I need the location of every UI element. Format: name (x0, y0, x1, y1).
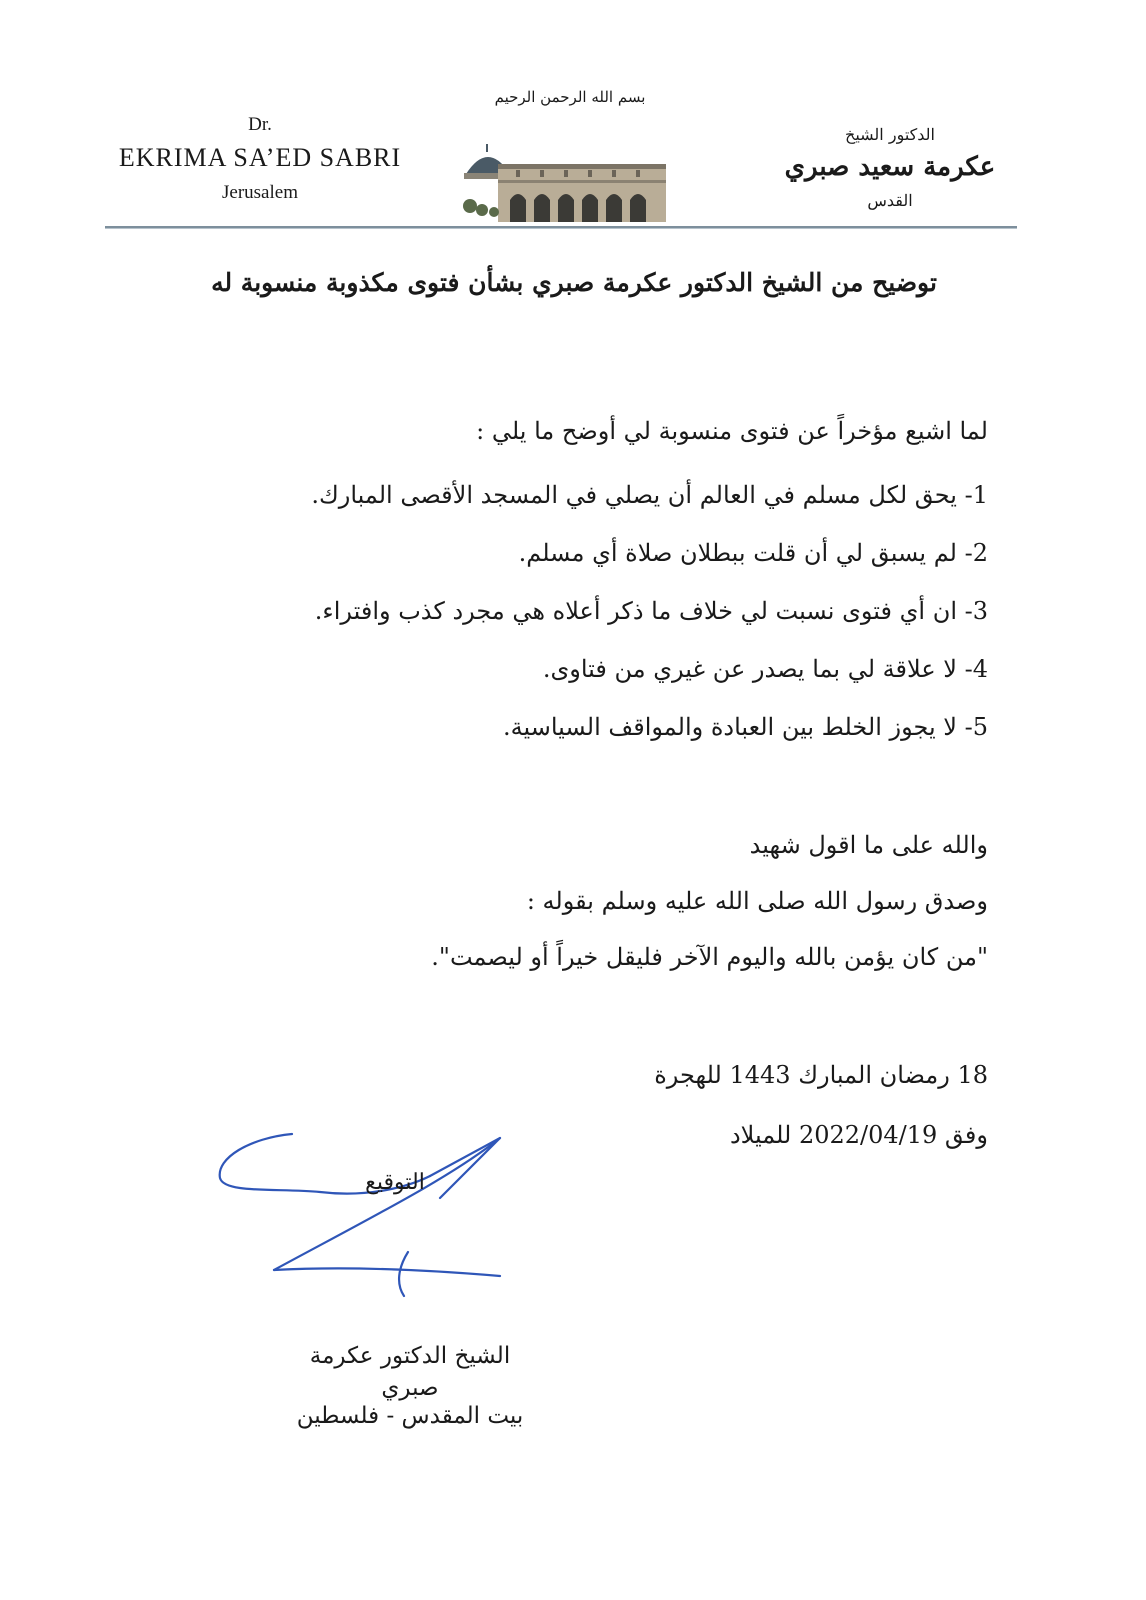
mosque-illustration (458, 140, 668, 222)
letterhead-divider (105, 226, 1017, 229)
list-item: 2- لم يسبق لي أن قلت ببطلان صلاة أي مسلم. (518, 539, 988, 567)
signer-place: بيت المقدس - فلسطين (296, 1403, 524, 1429)
handwritten-signature (210, 1128, 520, 1308)
list-item: 3- ان أي فتوى نسبت لي خلاف ما ذكر أعلاه هي مجرد كذب وافتراء. (314, 597, 988, 625)
document-title: توضيح من الشيخ الدكتور عكرمة صبري بشأن فتوى مكذوبة منسوبة له (211, 268, 937, 297)
arabic-name: عكرمة سعيد صبري (784, 152, 996, 182)
closing-line: والله على ما اقول شهيد (749, 831, 988, 859)
hadith-quote: "من كان يؤمن بالله واليوم الآخر فليقل خيراً أو ليصمت". (431, 943, 988, 971)
list-item: 1- يحق لكل مسلم في العالم أن يصلي في المسجد الأقصى المبارك. (311, 481, 988, 509)
letterhead-english (110, 112, 410, 208)
intro-line: لما اشيع مؤخراً عن فتوى منسوبة لي أوضح ما يلي : (476, 417, 988, 445)
signature-label: التوقيع (365, 1170, 425, 1195)
signer-name: الشيخ الدكتور عكرمة صبري (309, 1343, 511, 1401)
hijri-date: 18 رمضان المبارك 1443 للهجرة (654, 1061, 988, 1089)
english-name: EKRIMA SA’ED SABRI (118, 143, 402, 172)
english-title: Dr. (248, 114, 272, 135)
gregorian-date: وفق 2022/04/19 للميلاد (729, 1121, 988, 1149)
closing-line: وصدق رسول الله صلى الله عليه وسلم بقوله : (526, 887, 988, 915)
arabic-city: القدس (867, 191, 913, 210)
english-city: Jerusalem (222, 182, 298, 203)
basmala: بسم الله الرحمن الرحيم (494, 88, 646, 106)
letterhead-arabic (770, 122, 1010, 216)
list-item: 4- لا علاقة لي بما يصدر عن غيري من فتاوى. (542, 655, 988, 683)
arabic-title: الدكتور الشيخ (845, 125, 935, 144)
list-item: 5- لا يجوز الخلط بين العبادة والمواقف السياسية. (502, 713, 988, 741)
